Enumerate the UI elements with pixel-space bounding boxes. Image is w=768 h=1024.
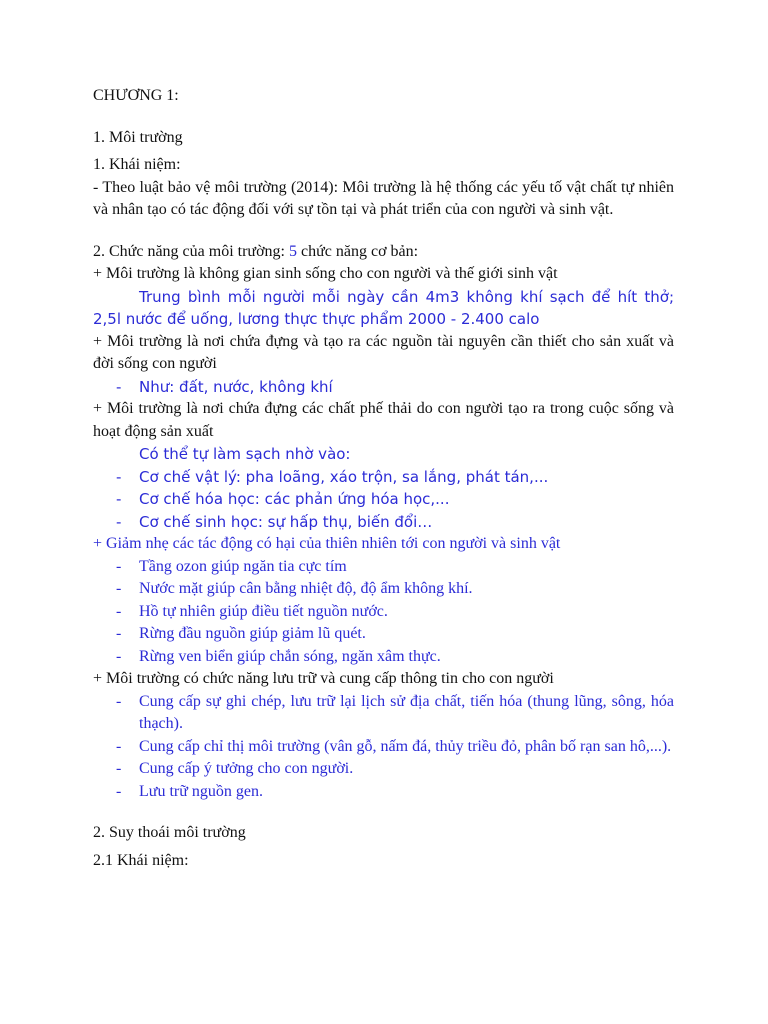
list-item-text: Lưu trữ nguồn gen. (139, 782, 263, 800)
function-2: + Môi trường là nơi chứa đựng và tạo ra các nguồn tài nguyên cần thiết cho sản xuất và đời sống con người (93, 332, 674, 372)
function-3-item (93, 466, 674, 489)
list-item-text: Cung cấp chỉ thị môi trường (vân gỗ, nấm đá, thủy triều đỏ, phân bố rạn san hô,...). (139, 737, 672, 755)
bullet-dash: - (116, 467, 122, 486)
function-1-note (93, 286, 674, 331)
section-2-heading: 2. Suy thoái môi trường (93, 824, 246, 841)
list-item-text: Cơ chế sinh học: sự hấp thụ, biến đổi… (139, 512, 433, 531)
definition-paragraph: - Theo luật bảo vệ môi trường (2014): Môi trường là hệ thống các yếu tố vật chất tự nhiên và nhân tạo có tác động đối với sự tồn tại và phát triển của con người và sinh vật. (93, 178, 674, 218)
chapter-title: CHƯƠNG 1: (93, 87, 179, 104)
function-4-item (93, 601, 674, 624)
function-2-item (93, 376, 674, 399)
section-2-1-heading: 2.1 Khái niệm: (93, 851, 189, 869)
functions-heading-post: chức năng cơ bản: (297, 242, 419, 260)
list-item-text: Tầng ozon giúp ngăn tia cực tím (139, 557, 347, 575)
function-3: + Môi trường là nơi chứa đựng các chất phế thải do con người tạo ra trong cuộc sống và hoạt động sản xuất (93, 400, 674, 440)
function-1: + Môi trường là không gian sinh sống cho con người và thế giới sinh vật (93, 265, 558, 282)
function-1-note-text: Trung bình mỗi người mỗi ngày cần 4m3 không khí sạch để hít thở; 2,5l nước để uống, lương thực thực phẩm 2000 - 2.400 calo (93, 287, 674, 328)
list-item-text: Cơ chế hóa học: các phản ứng hóa học,... (139, 490, 450, 508)
function-3-note: Có thể tự làm sạch nhờ vào: (139, 445, 351, 463)
list-item-text: Rừng ven biển giúp chắn sóng, ngăn xâm thực. (139, 647, 441, 665)
function-5-item (93, 736, 674, 759)
bullet-dash: - (116, 625, 122, 642)
list-item-text: Hồ tự nhiên giúp điều tiết nguồn nước. (139, 602, 388, 620)
function-5: + Môi trường có chức năng lưu trữ và cung cấp thông tin cho con người (93, 670, 554, 687)
function-5-item (93, 758, 674, 781)
bullet-dash: - (116, 782, 122, 800)
bullet-dash: - (116, 557, 122, 575)
bullet-dash: - (116, 512, 122, 531)
function-4: + Giảm nhẹ các tác động có hại của thiên nhiên tới con người và sinh vật (93, 535, 561, 552)
functions-count: 5 (289, 242, 297, 260)
list-item-text: Rừng đầu nguồn giúp giảm lũ quét. (139, 625, 366, 642)
function-3-item (93, 488, 674, 511)
list-item-text: Cơ chế vật lý: pha loãng, xáo trộn, sa lắng, phát tán,... (139, 467, 549, 486)
function-4-item (93, 646, 674, 669)
list-item-text: Cung cấp sự ghi chép, lưu trữ lại lịch sử địa chất, tiến hóa (thung lũng, sông, hóa thạch). (139, 692, 674, 732)
section-1-1-heading: 1. Khái niệm: (93, 156, 181, 173)
bullet-dash: - (116, 737, 122, 755)
bullet-dash: - (116, 647, 122, 665)
document-body (93, 85, 674, 872)
function-4-item (93, 556, 674, 579)
bullet-dash: - (116, 760, 122, 777)
functions-heading-pre: 2. Chức năng của môi trường: (93, 242, 289, 260)
bullet-dash: - (116, 377, 122, 396)
list-item-text: Như: đất, nước, không khí (139, 377, 333, 396)
list-item-text: Nước mặt giúp cân bằng nhiệt độ, độ ẩm không khí. (139, 580, 473, 597)
bullet-dash: - (116, 580, 122, 597)
function-3-item (93, 511, 674, 534)
function-4-item (93, 623, 674, 646)
list-item-text: Cung cấp ý tưởng cho con người. (139, 760, 354, 777)
bullet-dash: - (116, 692, 122, 710)
function-5-item (93, 691, 674, 736)
section-1-heading: 1. Môi trường (93, 128, 183, 146)
bullet-dash: - (116, 490, 122, 508)
functions-heading (93, 241, 674, 264)
function-5-item (93, 781, 674, 804)
function-4-item (93, 578, 674, 601)
bullet-dash: - (116, 602, 122, 620)
